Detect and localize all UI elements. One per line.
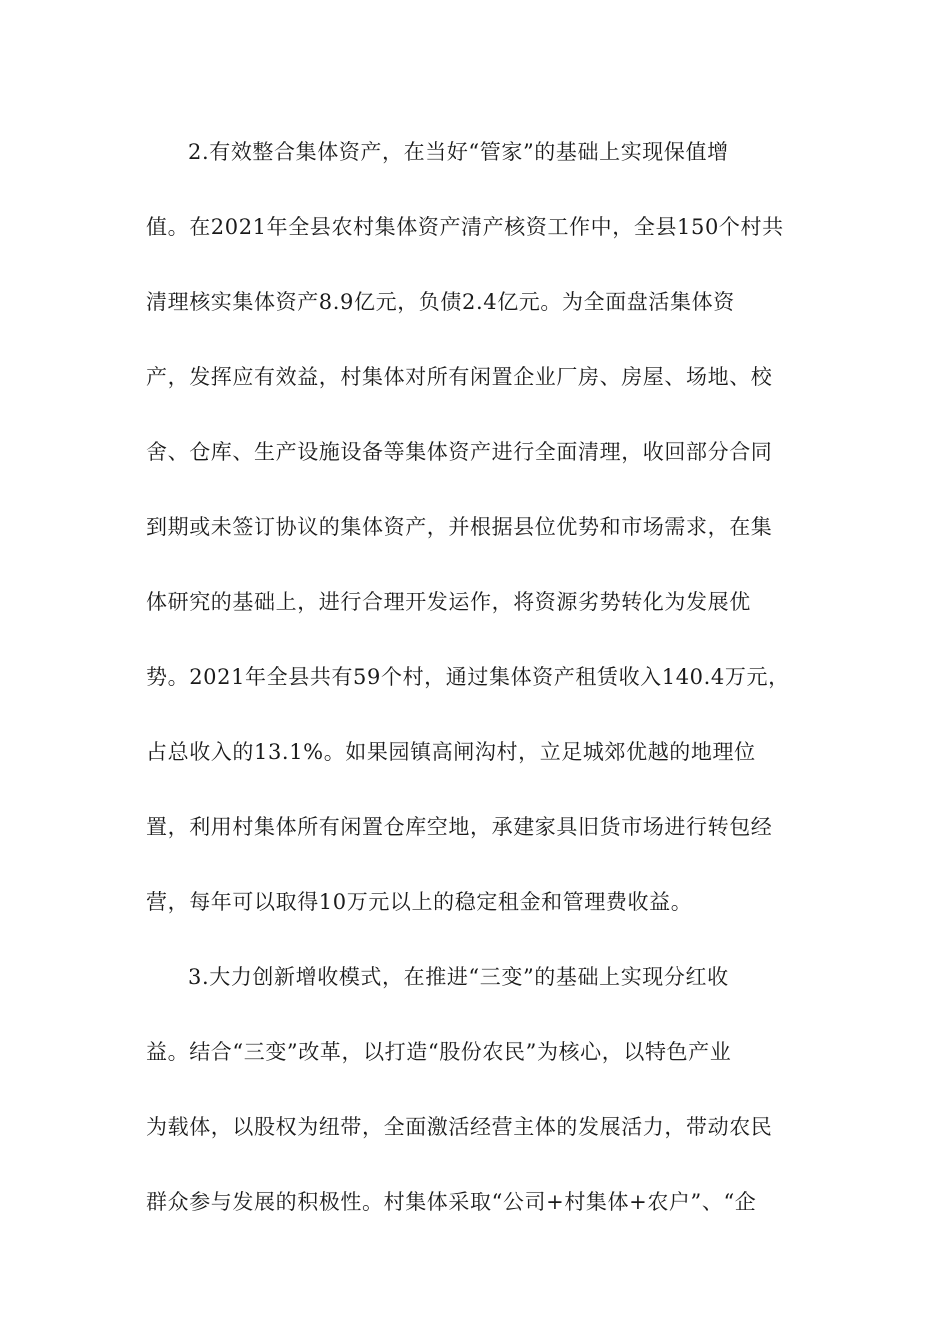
paragraph-line: 2.有效整合集体资产，在当好“管家”的基础上实现保值增 xyxy=(188,140,729,164)
paragraph-line: 为载体，以股权为纽带，全面激活经营主体的发展活力，带动农民 xyxy=(146,1115,773,1139)
paragraph-line: 清理核实集体资产8.9亿元，负债2.4亿元。为全面盘活集体资 xyxy=(146,290,735,314)
paragraph-line: 到期或未签订协议的集体资产，并根据县位优势和市场需求，在集 xyxy=(146,515,773,539)
paragraph-line: 置，利用村集体所有闲置仓库空地，承建家具旧货市场进行转包经 xyxy=(146,815,773,839)
paragraph-line: 舍、仓库、生产设施设备等集体资产进行全面清理，收回部分合同 xyxy=(146,440,773,464)
paragraph-line: 占总收入的13.1%。如果园镇高闸沟村，立足城郊优越的地理位 xyxy=(146,740,756,764)
paragraph-line: 群众参与发展的积极性。村集体采取“公司+村集体+农户”、“企 xyxy=(146,1190,757,1214)
paragraph-line: 产，发挥应有效益，村集体对所有闲置企业厂房、房屋、场地、校 xyxy=(146,365,773,389)
paragraph-line: 营，每年可以取得10万元以上的稳定租金和管理费收益。 xyxy=(146,890,693,914)
paragraph-line: 益。结合“三变”改革，以打造“股份农民”为核心，以特色产业 xyxy=(146,1040,732,1064)
paragraph-line: 体研究的基础上，进行合理开发运作，将资源劣势转化为发展优 xyxy=(146,590,751,614)
paragraph-line: 值。在2021年全县农村集体资产清产核资工作中，全县150个村共 xyxy=(146,215,784,239)
paragraph-line: 势。2021年全县共有59个村，通过集体资产租赁收入140.4万元， xyxy=(146,665,790,689)
paragraph-line: 3.大力创新增收模式，在推进“三变”的基础上实现分红收 xyxy=(188,965,729,989)
